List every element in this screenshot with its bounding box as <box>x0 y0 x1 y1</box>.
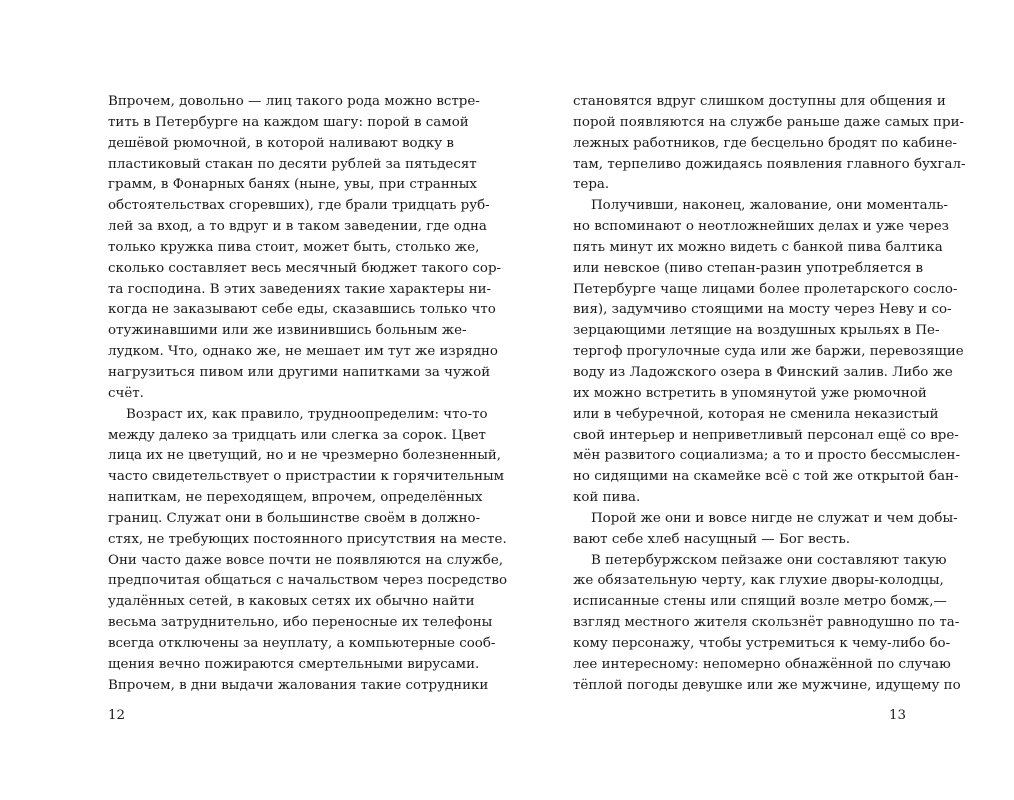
left-page-line: лей за вход, а то вдруг и в таком заведении, где одна <box>108 219 487 235</box>
left-page-line: когда не заказывают себе еды, сказавшись только что <box>108 302 496 318</box>
right-page-line: тёплой погоды девушке или же мужчине, идущему по <box>573 677 961 693</box>
right-page-line: взгляд местного жителя скользнёт равнодушно по та- <box>573 615 960 631</box>
right-page-line: их можно встретить в упомянутой уже рюмочной <box>573 385 927 401</box>
right-page-line: свой интерьер и неприветливый персонал ещё со вре- <box>573 427 959 443</box>
left-page-line: отужинавшими или же извинившись больным же- <box>108 323 467 339</box>
right-page-line: исписанные стены или спящий возле метро бомж,— <box>573 594 947 610</box>
right-page-line: вают себе хлеб насущный — Бог весть. <box>573 531 851 547</box>
right-page-line: Получивши, наконец, жалование, они моменталь- <box>591 198 948 214</box>
left-page-line: нагрузиться пивом или другими напитками за чужой <box>108 364 491 380</box>
left-page-line: тить в Петербурге на каждом шагу: порой в самой <box>108 114 469 130</box>
left-page-line: та господина. В этих заведениях такие характеры ни- <box>108 281 492 297</box>
right-page-line: зерцающими летящие на воздушных крыльях в Пе- <box>573 323 940 339</box>
left-page-line: Они часто даже вовсе почти не появляются на службе, <box>108 552 504 568</box>
left-page-line: границ. Служат они в большинстве своём в должно- <box>108 510 481 526</box>
left-page-line: сколько составляет весь месячный бюджет такого сор- <box>108 260 502 276</box>
left-page-line: напиткам, не переходящем, впрочем, определённых <box>108 490 483 506</box>
right-page-line: лежных работников, где бесцельно бродят по кабине- <box>573 135 958 151</box>
left-page-line: Возраст их, как правило, трудноопределим: что-то <box>126 406 488 422</box>
left-page-line: стях, не требующих постоянного присутствия на месте. <box>108 531 507 547</box>
right-page-line: Петербурге чаще лицами более пролетарского сосло- <box>573 281 958 297</box>
right-page-line: порой появляются на службе раньше даже самых при- <box>573 114 965 130</box>
right-page-line: воду из Ладожского озера в Финский залив. Либо же <box>573 364 953 380</box>
right-page-line: вия), задумчиво стоящими на мосту через Неву и со- <box>573 302 952 318</box>
right-page-line: кой пива. <box>573 490 641 506</box>
right-page-line: но вспоминают о неотложнейших делах и уже через <box>573 219 949 235</box>
left-page-line: весьма затруднительно, ибо переносные их телефоны <box>108 615 493 631</box>
left-page-line: лудком. Что, однако же, не мешает им тут же изрядно <box>108 344 498 360</box>
right-page-text-block <box>573 92 966 696</box>
left-page-line: только кружка пива стоит, может быть, столько же, <box>108 239 480 255</box>
left-page-line: всегда отключены за неуплату, а компьютерные сооб- <box>108 635 496 651</box>
left-page-line: Впрочем, довольно — лиц такого рода можно встре- <box>108 94 480 109</box>
right-page-line: Порой же они и вовсе нигде не служат и чем добы- <box>591 510 958 526</box>
right-page-number: 13 <box>889 708 907 723</box>
left-page-number: 12 <box>108 708 126 723</box>
left-page-line: обстоятельствах сгоревших), где брали тридцать руб- <box>108 198 490 214</box>
right-page-line: но сидящими на скамейке всё с той же открытой бан- <box>573 469 959 485</box>
right-page-line: там, терпеливо дожидаясь появления главного бухгал- <box>573 156 966 172</box>
right-page-line: тера. <box>573 177 610 193</box>
left-page-line: пластиковый стакан по десяти рублей за пятьдесят <box>108 156 477 172</box>
left-page-text-block <box>108 92 508 696</box>
right-page-line: пять минут их можно видеть с банкой пива балтика <box>573 239 943 255</box>
right-page-line: или в чебуречной, которая не сменила неказистый <box>573 406 939 422</box>
left-page-line: грамм, в Фонарных банях (ныне, увы, при странных <box>108 177 477 193</box>
right-page-line: лее интересному: непомерно обнажённой по случаю <box>573 656 951 672</box>
left-page-line: удалённых сетей, в каковых сетях их обычно найти <box>108 594 475 610</box>
left-page-line: лица их не цветущий, но и не чрезмерно болезненный, <box>108 448 502 464</box>
right-page-line: тергоф прогулочные суда или же баржи, перевозящие <box>573 344 964 360</box>
left-page-line: часто свидетельствует о пристрастии к горячительным <box>108 469 505 485</box>
right-page-line: или невское (пиво степан-разин употребляется в <box>573 260 924 276</box>
right-page-line: становятся вдруг слишком доступны для общения и <box>573 94 946 109</box>
left-page-line: щения вечно пожираются смертельными вирусами. <box>108 656 480 672</box>
left-page-line: дешёвой рюмочной, в которой наливают водку в <box>108 135 454 151</box>
left-page-line: Впрочем, в дни выдачи жалования такие сотрудники <box>108 677 489 693</box>
right-page-line: же обязательную черту, как глухие дворы-колодцы, <box>573 573 944 589</box>
right-page-line: В петербуржском пейзаже они составляют такую <box>591 552 947 568</box>
left-page-line: предпочитая общаться с начальством через посредство <box>108 573 508 589</box>
left-page-line: счёт. <box>108 385 144 401</box>
right-page-line: мён развитого социализма; а то и просто бессмыслен- <box>573 448 961 464</box>
left-page-line: между далеко за тридцать или слегка за сорок. Цвет <box>108 427 486 443</box>
right-page-line: кому персонажу, чтобы устремиться к чему-либо бо- <box>573 635 951 651</box>
